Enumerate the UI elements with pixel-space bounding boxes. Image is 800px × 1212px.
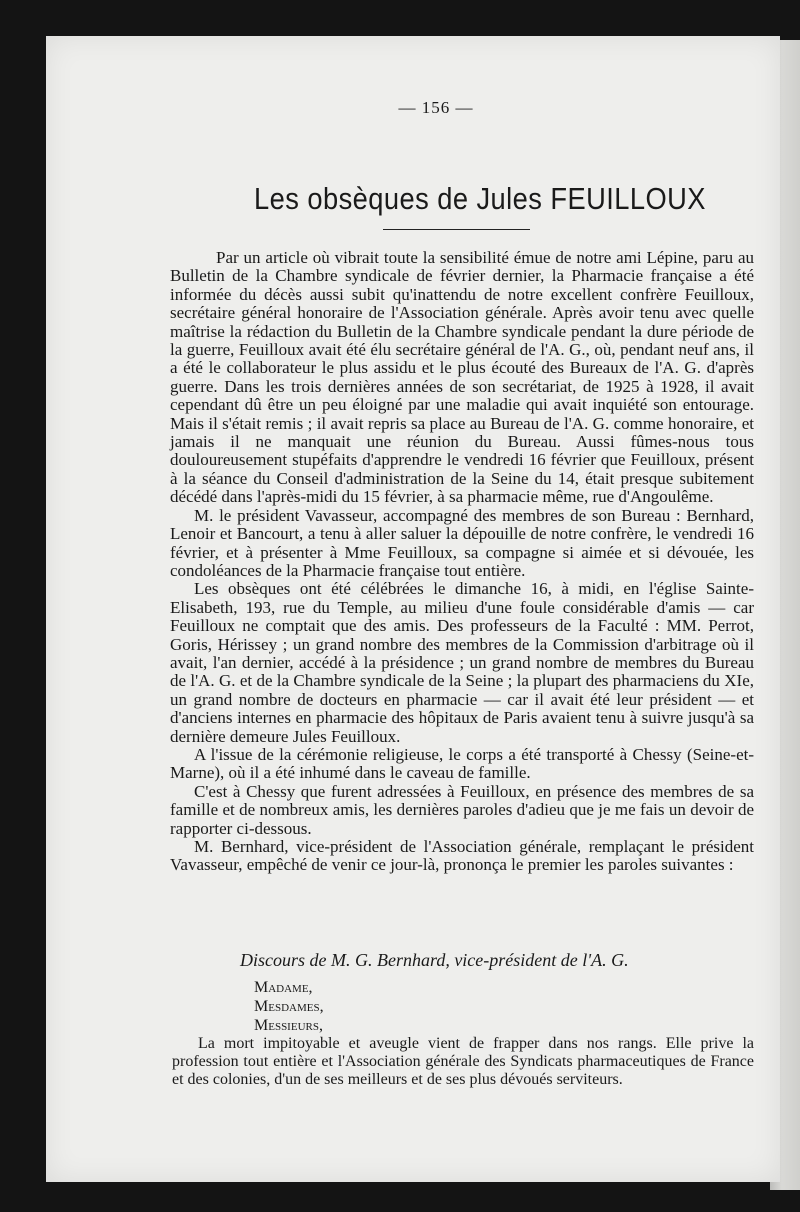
paragraph: Par un article où vibrait toute la sensibilité émue de notre ami Lépine, paru au Bulletin de la Chambre syndicale de février dernier, la Pharmacie française a été informée du décès aussi subit qu'inattendu de notre excellent confrère Feuilloux, secrétaire général honoraire de l'Association générale. Après avoir tenu avec quelle maîtrise la rédaction du Bulletin de la Chambre syndicale pendant la dure période de la guerre, Feuilloux avait été élu secrétaire général de l'A. G., où, pendant neuf ans, il a été le collaborateur le plus assidu et le plus écouté des Bureaux de l'A. G. d'après guerre. Dans les trois dernières années de son secrétariat, de 1925 à 1928, il avait cependant dû être un peu éloigné par une maladie qui avait inquiété son entourage. Mais il s'était remis ; il avait repris sa place au Bureau de l'A. G. comme honoraire, et jamais il ne manquait une réunion du Bureau. Aussi fûmes-nous tous douloureusement stupéfaits d'apprendre le vendredi 16 février que Feuilloux, présent à la séance du Conseil d'administration de la Seine du 14, était presque subitement décédé dans l'après-midi du 15 février, à sa pharmacie même, rue d'Angoulême. xyxy=(170,248,754,507)
document-page xyxy=(46,36,780,1182)
salutation: Madame, xyxy=(254,979,313,996)
speech-title: Discours de M. G. Bernhard, vice-président de l'A. G. xyxy=(240,950,629,970)
page-number: — 156 — xyxy=(398,98,474,117)
paragraph: A l'issue de la cérémonie religieuse, le corps a été transporté à Chessy (Seine-et-Marne), où il a été inhumé dans le caveau de famille. xyxy=(170,744,754,783)
salutations xyxy=(254,978,324,1035)
salutation: Messieurs, xyxy=(254,1017,323,1034)
speech-body xyxy=(172,1035,754,1089)
article-title: Les obsèques de Jules FEUILLOUX xyxy=(254,181,706,216)
paragraph: M. le président Vavasseur, accompagné des membres de son Bureau : Bernhard, Lenoir et Bancourt, a tenu à aller saluer la dépouille de notre confrère, le vendredi 16 février, et à présenter à Mme Feuilloux, sa compagne si aimée et si dévouée, les condoléances de la Pharmacie française tout entière. xyxy=(170,505,754,580)
paragraph: Les obsèques ont été célébrées le dimanche 16, à midi, en l'église Sainte-Elisabeth, 193, rue du Temple, au milieu d'une foule considérable d'amis — car Feuilloux ne comptait que des amis. Des professeurs de la Faculté : MM. Perrot, Goris, Hérissey ; un grand nombre des membres de la Commission d'arbitrage où il avait, l'an dernier, accédé à la présidence ; un grand nombre de membres du Bureau de l'A. G. et de la Chambre syndicale de la Seine ; la plupart des pharmaciens du XIe, un grand nombre de docteurs en pharmacie — car il avait été leur président — et d'anciens internes en pharmacie des hôpitaux de Paris avaient tenu à suivre jusqu'à sa dernière demeure Jules Feuilloux. xyxy=(170,579,754,746)
salutation: Mesdames, xyxy=(254,998,324,1015)
title-rule xyxy=(383,229,530,230)
article-body xyxy=(170,249,754,875)
speech-paragraph: La mort impitoyable et aveugle vient de frapper dans nos rangs. Elle prive la profession tout entière et l'Association générale des Syndicats pharmaceutiques de France et des colonies, d'un de ses meilleurs et de ses plus dévoués serviteurs. xyxy=(172,1035,754,1088)
paragraph: C'est à Chessy que furent adressées à Feuilloux, en présence des membres de sa famille et de nombreux amis, les dernières paroles d'adieu que je me fais un devoir de rapporter ci-dessous. xyxy=(170,781,754,838)
paragraph: M. Bernhard, vice-président de l'Association générale, remplaçant le président Vavasseur, empêché de venir ce jour-là, prononça le premier les paroles suivantes : xyxy=(170,837,754,875)
